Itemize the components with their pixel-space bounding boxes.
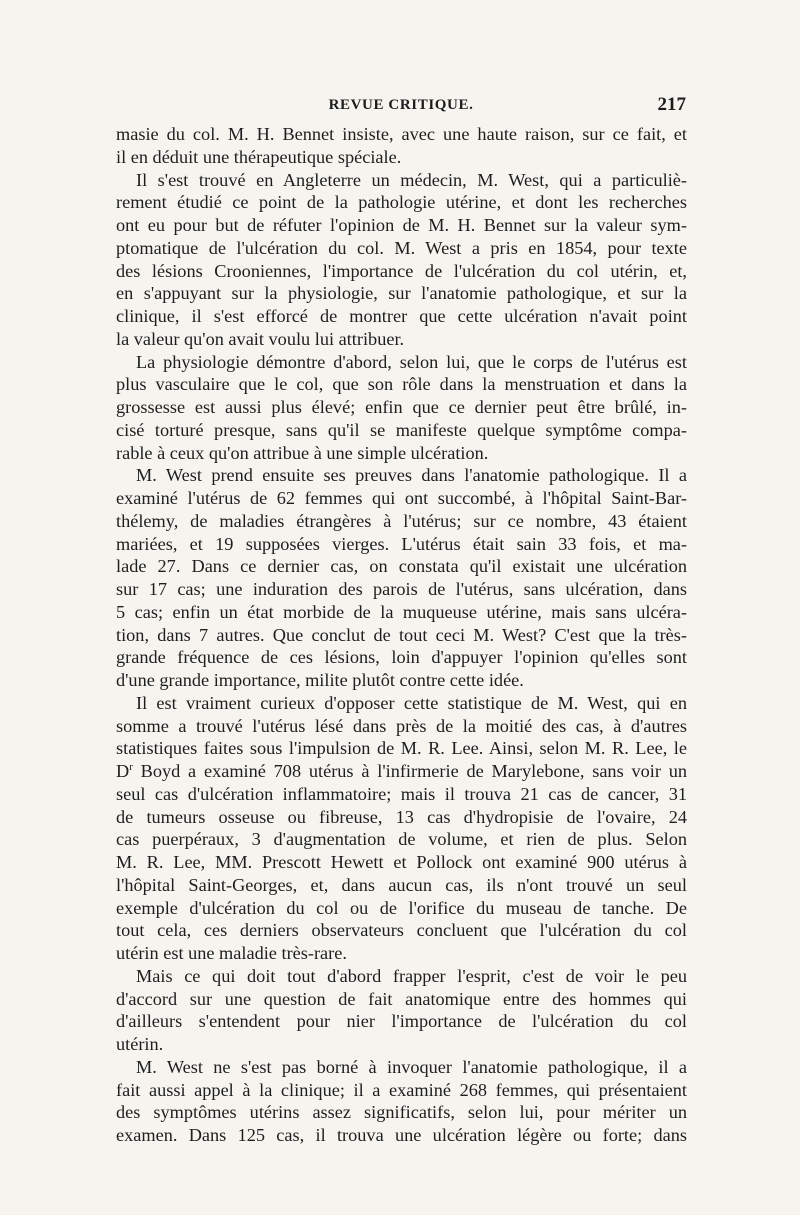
text-line: 5 cas; enfin un état morbide de la muqueuse utérine, mais sans ulcéra- — [116, 601, 687, 622]
text-line: des symptômes utérins assez significatifs, selon lui, pour mériter un — [116, 1102, 687, 1123]
text-line: clinique, il s'est efforcé de montrer que cette ulcération n'avait point — [116, 306, 687, 326]
body-text — [116, 123, 687, 1147]
text-line: M. R. Lee, MM. Prescott Hewett et Pollock ont examiné 900 utérus à — [116, 852, 687, 872]
text-line: examen. Dans 125 cas, il trouva une ulcération légère ou forte; dans — [116, 1125, 687, 1145]
text-line: d'accord sur une question de fait anatomique entre des hommes qui — [116, 988, 687, 1009]
text-line: ptomatique de l'ulcération du col. M. West a pris en 1854, pour texte — [116, 237, 687, 258]
text-line: d'une grande importance, milite plutôt contre cette idée. — [116, 670, 524, 690]
text-line: d'ailleurs s'entendent pour nier l'importance de l'ulcération du col — [116, 1011, 687, 1032]
page-header — [116, 94, 686, 121]
text-line: exemple d'ulcération du col ou de l'orifice du museau de tanche. De — [116, 897, 687, 918]
text-line: tion, dans 7 autres. Que conclut de tout ceci M. West? C'est que la très- — [116, 624, 687, 645]
text-line: des lésions Crooniennes, l'importance de l'ulcération du col utérin, et, — [116, 260, 687, 281]
text-line: lade 27. Dans ce dernier cas, on constata qu'il existait une ulcération — [116, 556, 687, 577]
text-line: somme a trouvé l'utérus lésé dans près de la moitié des cas, à d'autres — [116, 715, 687, 736]
text-line: statistiques faites sous l'impulsion de M. R. Lee. Ainsi, selon M. R. Lee, le — [116, 738, 687, 759]
text-line: Il est vraiment curieux d'opposer cette statistique de M. West, qui en — [136, 692, 687, 713]
text-line: ont eu pour but de réfuter l'opinion de M. H. Bennet sur la valeur sym- — [116, 215, 687, 235]
text-line: fait aussi appel à la clinique; il a examiné 268 femmes, qui présentaient — [116, 1079, 687, 1100]
text-line: seul cas d'ulcération inflammatoire; mais il trouva 21 cas de cancer, 31 — [116, 783, 687, 804]
text-line: plus vasculaire que le col, que son rôle dans la menstruation et dans la — [116, 374, 687, 395]
superscript: r — [129, 760, 133, 773]
text-line: examiné l'utérus de 62 femmes qui ont succombé, à l'hôpital Saint-Bar- — [116, 488, 687, 508]
text-line: utérin. — [116, 1034, 164, 1054]
text-line: utérin est une maladie très-rare. — [116, 943, 347, 963]
text-line: cas puerpéraux, 3 d'augmentation de volume, et rien de plus. Selon — [116, 829, 687, 850]
text-line: M. West prend ensuite ses preuves dans l'anatomie pathologique. Il a — [136, 465, 687, 486]
text-line: de tumeurs osseuse ou fibreuse, 13 cas d'hydropisie de l'ovaire, 24 — [116, 806, 687, 827]
running-title: REVUE CRITIQUE. — [328, 97, 474, 113]
text-line: Il s'est trouvé en Angleterre un médecin, M. West, qui a particuliè- — [136, 169, 687, 190]
text-line: l'hôpital Saint-Georges, et, dans aucun cas, ils n'ont trouvé un seul — [116, 874, 687, 895]
text-line: sur 17 cas; une induration des parois de l'utérus, sans ulcération, dans — [116, 579, 687, 599]
text-line: rable à ceux qu'on attribue à une simple ulcération. — [116, 442, 489, 463]
text-line: la valeur qu'on avait voulu lui attribuer. — [116, 328, 405, 349]
text-line: mariées, et 19 supposées vierges. L'utérus était sain 33 fois, et ma- — [116, 533, 687, 554]
text-line: $D^r$ Boyd a examiné 708 utérus à l'infirmerie de Marylebone, sans voir un — [116, 760, 687, 781]
text-line: M. West ne s'est pas borné à invoquer l'anatomie pathologique, il a — [136, 1056, 687, 1077]
text-line: La physiologie démontre d'abord, selon lui, que le corps de l'utérus est — [136, 351, 687, 372]
text-line: thélemy, de maladies étrangères à l'utérus; sur ce nombre, 43 étaient — [116, 510, 687, 531]
text-line: cisé torturé presque, sans qu'il se manifeste quelque symptôme compa- — [116, 419, 687, 440]
text-line: Mais ce qui doit tout d'abord frapper l'esprit, c'est de voir le peu — [136, 965, 687, 986]
text-line: grossesse est aussi plus élevé; enfin que ce dernier peut être brûlé, in- — [116, 397, 687, 417]
text-line: rement étudié ce point de la pathologie utérine, et dont les recherches — [116, 192, 687, 213]
text-line: tout cela, ces derniers observateurs concluent que l'ulcération du col — [116, 920, 687, 941]
text-line: il en déduit une thérapeutique spéciale. — [116, 146, 402, 167]
text-line: en s'appuyant sur la physiologie, sur l'anatomie pathologique, et sur la — [116, 283, 687, 304]
page-number: 217 — [657, 94, 686, 115]
text-line: grande fréquence de ces lésions, loin d'appuyer l'opinion qu'elles sont — [116, 647, 687, 668]
text-line: masie du col. M. H. Bennet insiste, avec une haute raison, sur ce fait, et — [116, 124, 687, 144]
